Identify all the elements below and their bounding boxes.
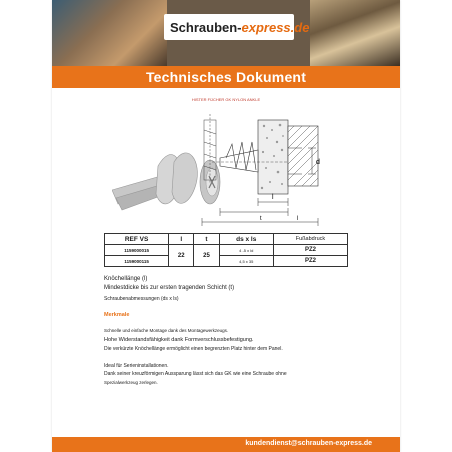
header-photo-tools <box>52 0 167 66</box>
table-header-row <box>105 234 348 245</box>
feature-line: Spezialwerkzeug zerlegen. <box>104 380 158 385</box>
footer-bar <box>52 437 400 452</box>
header-photo-screws <box>310 0 400 66</box>
logo-main-text: Schrauben- <box>170 19 242 35</box>
feature-line: Dank seiner kreuzförmigen Aussparung lässt sich das GK wie eine Schraube ohne <box>104 371 287 377</box>
logo-accent-text: express.de <box>241 19 310 35</box>
table-cell-ds-ls: 4,5 x 35 <box>219 256 273 267</box>
table-cell-ds-ls: 4 -5 x ld <box>219 245 273 256</box>
feature-line: Die verkürzte Knöchellänge ermöglicht einen begrenzten Platz hinter dem Panel. <box>104 346 283 352</box>
product-heading: HISTER FÜCHER GK NYLON ANKLE <box>191 97 261 102</box>
table-header-cell: l <box>169 234 194 245</box>
anchor-technical-drawing <box>112 112 342 230</box>
footer-email[interactable]: kundendienst@schrauben-express.de <box>245 440 372 447</box>
note-knuckle-length: Knöchellänge (l) <box>104 276 148 282</box>
table-cell-t: 25 <box>194 245 219 267</box>
table-header-cell: Fußabdruck <box>273 234 347 245</box>
table-row <box>105 245 348 256</box>
features-heading: Merkmale <box>104 312 130 318</box>
document-page <box>52 0 400 452</box>
title-bar <box>52 66 400 88</box>
table-header-cell: ds x ls <box>219 234 273 245</box>
note-screw-dimensions: Schraubenabmessungen (ds x ls) <box>104 296 179 302</box>
note-min-thickness: Mindestdicke bis zur ersten tragenden Schicht (t) <box>104 285 235 291</box>
table-row <box>105 256 348 267</box>
table-cell-l: 22 <box>169 245 194 267</box>
table-cell-footprint: PZ2 <box>273 256 347 267</box>
anchor-cross-section <box>212 120 318 194</box>
feature-line: Ideal für Serieninstallationen. <box>104 363 169 369</box>
dimension-label-d: d <box>316 159 320 166</box>
document-title: Technisches Dokument <box>145 69 307 85</box>
feature-line: Hohe Widerstandsfähigkeit dank Formverschlussbefestigung. <box>104 337 254 343</box>
brand-logo <box>164 14 310 40</box>
table-cell-ref: 1159000015 <box>105 245 169 256</box>
dimension-label-t: t <box>260 216 262 222</box>
table-cell-ref: 1159000115 <box>105 256 169 267</box>
table-header-cell: REF VS <box>105 234 169 245</box>
feature-line: Schnelle und einfache Montage dank des Montagewerkzeugs. <box>104 328 229 333</box>
spec-table <box>104 233 348 267</box>
table-header-cell: t <box>194 234 219 245</box>
header-banner <box>52 0 400 66</box>
dimension-label-lm: l <box>297 216 299 222</box>
dimension-label-l: l <box>272 194 274 201</box>
table-cell-footprint: PZ2 <box>273 245 347 256</box>
